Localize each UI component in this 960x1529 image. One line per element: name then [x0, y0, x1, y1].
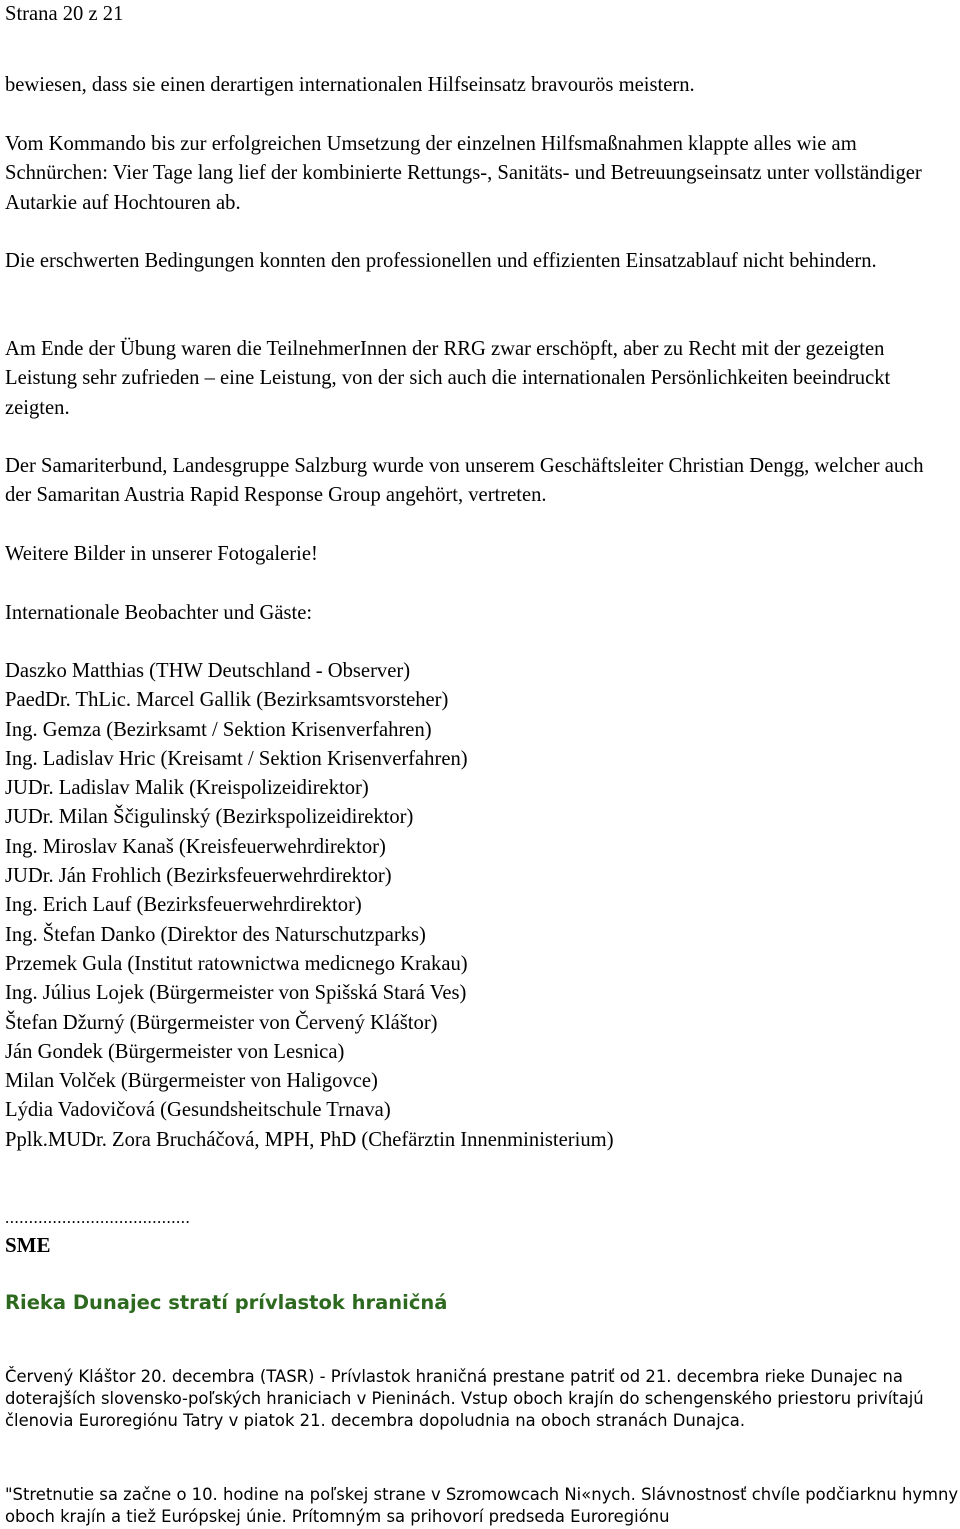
article-title: Rieka Dunajec stratí prívlastok hraničná: [5, 1291, 448, 1314]
guest-item: Štefan Džurný (Bürgermeister von Červený Kláštor): [5, 1011, 438, 1034]
guests-heading: Internationale Beobachter und Gäste:: [5, 602, 313, 624]
guest-item: JUDr. Ján Frohlich (Bezirksfeuerwehrdirektor): [5, 865, 392, 888]
guest-item: Lýdia Vadovičová (Gesundsheitschule Trnava): [5, 1099, 391, 1122]
guest-item: Pplk.MUDr. Zora Brucháčová, MPH, PhD (Chefärztin Innenministerium): [5, 1128, 614, 1151]
guest-item: Ing. Ladislav Hric (Kreisamt / Sektion Krisenverfahren): [5, 747, 468, 770]
page-number: Strana 20 z 21: [5, 3, 124, 25]
guest-item: Ing. Erich Lauf (Bezirksfeuerwehrdirektor): [5, 894, 362, 917]
paragraph-3: Die erschwerten Bedingungen konnten den professionellen und effizienten Einsatzablauf nicht behindern.: [5, 250, 877, 272]
guest-item: Daszko Matthias (THW Deutschland - Observer): [5, 660, 411, 682]
guest-item: Ing. Miroslav Kanaš (Kreisfeuerwehrdirektor): [5, 835, 386, 858]
paragraph-5: Der Samariterbund, Landesgruppe Salzburg wurde von unserem Geschäftsleiter Christian Dengg, welcher auch der Samaritan Austria Rapid Response Group angehört, vertreten.: [5, 455, 924, 507]
guest-item: JUDr. Milan Ščigulinský (Bezirkspolizeidirektor): [5, 806, 414, 829]
guest-item: JUDr. Ladislav Malik (Kreispolizeidirektor): [5, 777, 369, 800]
paragraph-2: Vom Kommando bis zur erfolgreichen Umsetzung der einzelnen Hilfsmaßnahmen klappte alles wie am Schnürchen: Vier Tage lang lief der kombinierte Rettungs-, Sanitäts- und Betreuungseinsatz unter vollständiger Autarkie auf Hochtouren ab.: [5, 133, 922, 214]
guest-item: PaedDr. ThLic. Marcel Gallik (Bezirksamtsvorsteher): [5, 689, 449, 712]
separator-dots: .......................................: [5, 1208, 191, 1227]
gallery-link-text: Weitere Bilder in unserer Fotogalerie!: [5, 543, 318, 565]
source-label: SME: [5, 1233, 51, 1257]
guest-item: Przemek Gula (Institut ratownictwa medicnego Krakau): [5, 952, 468, 975]
guest-item: Ján Gondek (Bürgermeister von Lesnica): [5, 1040, 345, 1063]
article-lead: Červený Kláštor 20. decembra (TASR) - Prívlastok hraničná prestane patriť od 21. decembra rieke Dunajec na doterajších slovensko-poľských hraniciach v Pieninách. Vstup oboch krajín do schengenského priestoru privítajú členovia Euroregiónu Tatry v piatok 21. decembra dopoludnia na oboch stranách Dunajca.: [5, 1367, 924, 1431]
guest-item: Milan Volček (Bürgermeister von Haligovce): [5, 1070, 378, 1093]
guest-item: Ing. Július Lojek (Bürgermeister von Spišská Stará Ves): [5, 982, 467, 1005]
paragraph-1: bewiesen, dass sie einen derartigen internationalen Hilfseinsatz bravourös meistern.: [5, 74, 695, 96]
paragraph-4: Am Ende der Übung waren die TeilnehmerInnen der RRG zwar erschöpft, aber zu Recht mit der gezeigten Leistung sehr zufrieden – eine Leistung, von der sich auch die internationalen Persönlichkeiten beeindruckt zeigten.: [5, 338, 891, 419]
guest-item: Ing. Gemza (Bezirksamt / Sektion Krisenverfahren): [5, 718, 432, 741]
guest-list: [5, 657, 955, 1155]
article-quote: "Stretnutie sa začne o 10. hodine na poľskej strane v Szromowcach Ni«nych. Slávnostnosť chvíle podčiarknu hymny oboch krajín a tiež Európskej únie. Prítomným sa prihovorí predseda Euroregiónu: [5, 1485, 959, 1527]
guest-item: Ing. Štefan Danko (Direktor des Naturschutzparks): [5, 923, 426, 946]
